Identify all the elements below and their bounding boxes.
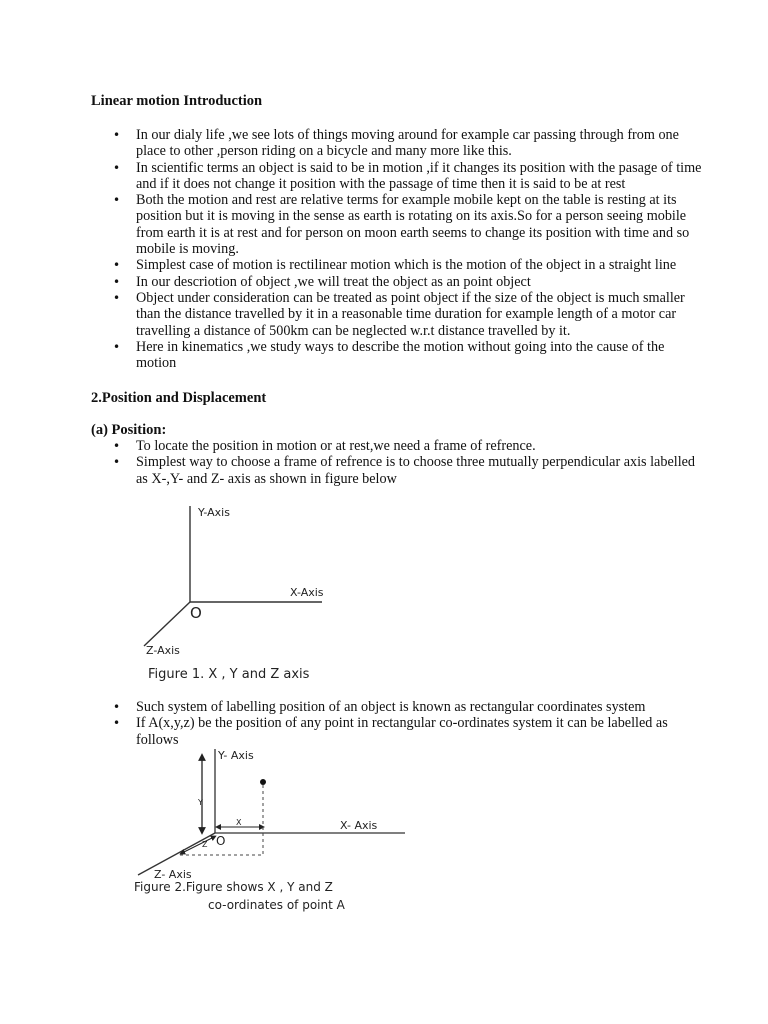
z-coordinate-arrow [182, 837, 214, 853]
figure-2-caption-line-1: Figure 2.Figure shows X , Y and Z [134, 880, 333, 894]
figure-1-caption: Figure 1. X , Y and Z axis [148, 667, 310, 682]
list-item: • To locate the position in motion or at rest,we need a frame of refrence. [136, 438, 706, 454]
x-axis-label: X-Axis [290, 586, 324, 599]
list-item: • If A(x,y,z) be the position of any point in rectangular co-ordinates system it can be labelled as follows [136, 715, 706, 748]
origin-label: O [216, 834, 226, 848]
list-item: • Here in kinematics ,we study ways to describe the motion without going into the cause of the motion [136, 339, 706, 372]
list-item: • Simplest way to choose a frame of refrence is to choose three mutually perpendicular axis labelled as X-,Y- and Z- axis as shown in figure below [136, 454, 706, 487]
intro-bullet-list [112, 127, 706, 371]
subsection-title-position: (a) Position: [91, 422, 167, 438]
z-axis-label: Z- Axis [154, 868, 192, 881]
z-axis-label: Z-Axis [146, 644, 180, 657]
coordinates-bullet-list [112, 699, 706, 748]
figure-1-axes [130, 500, 350, 685]
list-item: • Object under consideration can be treated as point object if the size of the object is much smaller than the distance travelled by it in a reasonable time duration for example length of a motor car travelling a distance of 500km can be neglected w.r.t distance travelled by it. [136, 290, 706, 339]
z-axis-line [144, 602, 190, 646]
list-item: • Such system of labelling position of an object is known as rectangular coordinates system [136, 699, 706, 715]
y-axis-label: Y- Axis [218, 749, 254, 762]
origin-label: O [190, 604, 202, 622]
y-coordinate-label: Y [198, 798, 203, 807]
list-item: • In our descriotion of object ,we will treat the object as an point object [136, 274, 706, 290]
z-coordinate-label: Z [202, 840, 208, 849]
y-axis-label: Y-Axis [198, 506, 230, 519]
x-coordinate-label: X [236, 818, 242, 827]
section-title-linear-motion: Linear motion Introduction [91, 93, 263, 109]
list-item: • Both the motion and rest are relative terms for example mobile kept on the table is resting at its position but it is moving in the sense as earth is rotating on its axis.So for a person seeing mobile from earth it is at rest and for person on moon earth seems to change its position with time and so mobile is moving. [136, 192, 706, 257]
figure-2-coordinates [130, 745, 420, 915]
position-bullet-list [112, 438, 706, 487]
point-a-marker [260, 779, 266, 785]
list-item: • In our dialy life ,we see lots of things moving around for example car passing through from one place to other ,person riding on a bicycle and many more like this. [136, 127, 706, 160]
section-title-position-displacement: 2.Position and Displacement [91, 390, 267, 406]
x-axis-label: X- Axis [340, 819, 378, 832]
figure-2-caption-line-2: co-ordinates of point A [208, 898, 345, 912]
list-item: • Simplest case of motion is rectilinear motion which is the motion of the object in a straight line [136, 257, 706, 273]
list-item: • In scientific terms an object is said to be in motion ,if it changes its position with the pasage of time and if it does not change it position with the passage of time then it is said to be at rest [136, 160, 706, 193]
